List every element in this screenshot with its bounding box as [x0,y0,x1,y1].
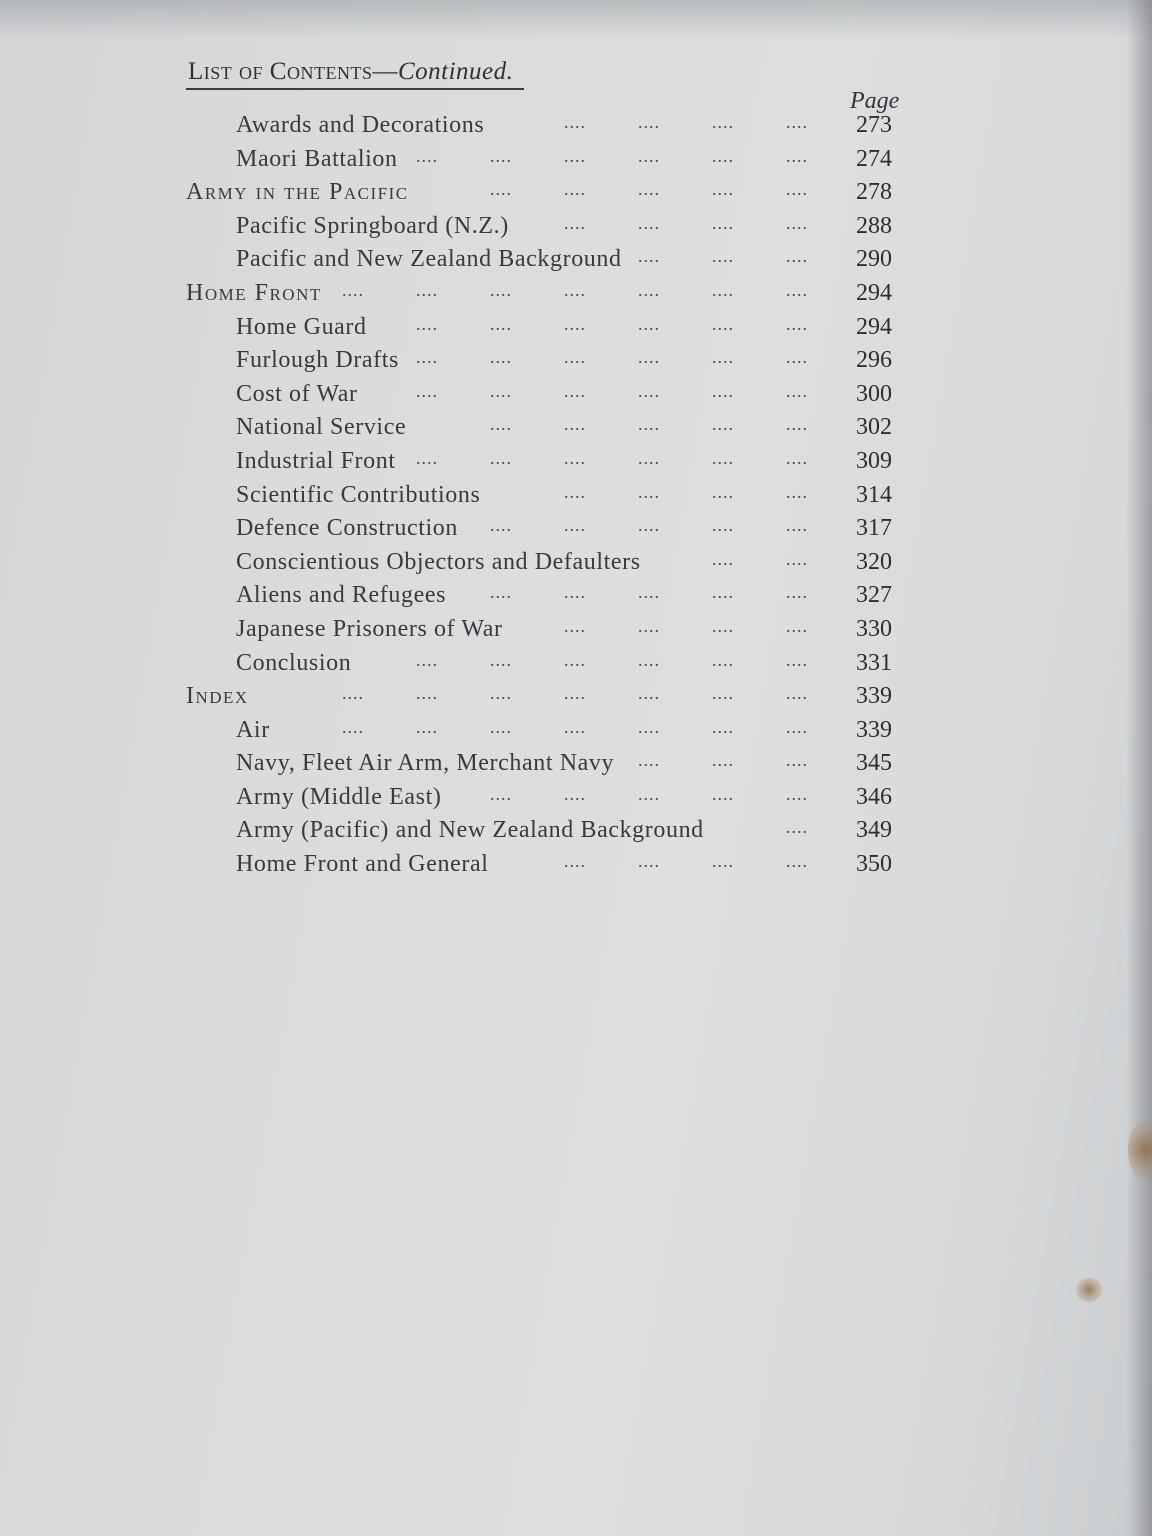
table-of-contents [0,112,1152,885]
leader-dots: .... [564,212,586,233]
leader-dots: .... [786,481,808,502]
toc-entry-title: Aliens and Refugees [236,582,447,609]
leader-dots: .... [564,279,586,300]
leader-dots: .... [638,447,660,468]
leader-dots: .... [490,279,512,300]
toc-entry [0,414,1152,448]
leader-dots: .... [786,817,808,838]
toc-entry [0,817,1152,851]
leader-dots: .... [786,145,808,166]
toc-entry [0,246,1152,280]
toc-entry [0,381,1152,415]
toc-entry [0,582,1152,616]
leader-dots: .... [416,279,438,300]
leader-dots: .... [712,851,734,872]
leader-dots: .... [786,414,808,435]
leader-dots: .... [786,716,808,737]
leader-dots: .... [638,750,660,771]
leader-dots: .... [564,313,586,334]
leader-dots: .... [638,179,660,200]
page-column-label: Page [850,88,900,114]
leader-dots: .... [786,683,808,704]
leader-dots: .... [786,246,808,267]
toc-entry-page-number: 320 [856,548,892,575]
leader-dots: .... [564,481,586,502]
leader-dots: .... [638,313,660,334]
leader-dots: .... [638,414,660,435]
toc-entry-title: Defence Construction [236,515,458,542]
toc-entry [0,280,1152,314]
toc-entry-page-number: 274 [856,145,892,172]
leader-dots: .... [416,347,438,368]
leader-dots: .... [786,447,808,468]
leader-dots: .... [712,347,734,368]
leader-dots: .... [638,380,660,401]
toc-entry [0,717,1152,751]
toc-entry-title: Army (Pacific) and New Zealand Background [236,817,704,844]
leader-dots: .... [638,212,660,233]
leader-dots: .... [490,313,512,334]
toc-entry [0,515,1152,549]
toc-entry [0,616,1152,650]
leader-dots: .... [638,615,660,636]
leader-dots: .... [712,649,734,670]
toc-entry-title: Conclusion [236,649,352,676]
toc-entry-title: Home Front [186,279,322,306]
toc-entry-title: Scientific Contributions [236,481,481,508]
toc-entry-title: National Service [236,414,407,441]
page-header [188,58,513,86]
toc-entry-page-number: 330 [856,615,892,642]
leader-dots: .... [564,347,586,368]
leader-dots: .... [712,783,734,804]
toc-entry [0,784,1152,818]
leader-dots: .... [712,212,734,233]
foxing-stain [1076,1278,1102,1302]
leader-dots: .... [342,279,364,300]
leader-dots: .... [564,447,586,468]
leader-dots: .... [564,582,586,603]
leader-dots: .... [786,783,808,804]
leader-dots: .... [786,313,808,334]
leader-dots: .... [564,783,586,804]
leader-dots: .... [786,212,808,233]
toc-entry [0,448,1152,482]
toc-entry-title: Japanese Prisoners of War [236,615,503,642]
toc-entry-page-number: 278 [856,179,892,206]
leader-dots: .... [786,851,808,872]
leader-dots: .... [490,582,512,603]
toc-entry [0,851,1152,885]
leader-dots: .... [416,380,438,401]
toc-entry [0,683,1152,717]
leader-dots: .... [416,447,438,468]
leader-dots: .... [490,145,512,166]
leader-dots: .... [638,649,660,670]
toc-entry-title: Awards and Decorations [236,112,485,138]
toc-entry [0,347,1152,381]
header-continued: Continued. [397,58,514,85]
leader-dots: .... [712,615,734,636]
leader-dots: .... [786,582,808,603]
toc-entry-page-number: 317 [856,515,892,542]
toc-entry-page-number: 331 [856,649,892,676]
leader-dots: .... [712,112,734,132]
leader-dots: .... [564,683,586,704]
leader-dots: .... [342,716,364,737]
leader-dots: .... [490,179,512,200]
leader-dots: .... [786,548,808,569]
toc-entry-title: Army in the Pacific [186,179,409,206]
toc-entry-title: Maori Battalion [236,145,398,172]
toc-entry-title: Navy, Fleet Air Arm, Merchant Navy [236,750,615,777]
leader-dots: .... [786,750,808,771]
leader-dots: .... [712,683,734,704]
leader-dots: .... [786,347,808,368]
toc-entry-title: Furlough Drafts [236,347,399,374]
leader-dots: .... [416,313,438,334]
leader-dots: .... [712,246,734,267]
leader-dots: .... [712,515,734,536]
leader-dots: .... [638,112,660,132]
leader-dots: .... [416,649,438,670]
toc-entry [0,549,1152,583]
leader-dots: .... [564,414,586,435]
leader-dots: .... [342,683,364,704]
header-underline [186,88,524,90]
toc-entry-title: Industrial Front [236,447,396,474]
leader-dots: .... [564,380,586,401]
toc-entry-title: Pacific Springboard (N.Z.) [236,212,509,239]
leader-dots: .... [490,447,512,468]
header-title: List of Contents [188,58,373,85]
toc-entry-page-number: 309 [856,447,892,474]
leader-dots: .... [638,515,660,536]
leader-dots: .... [564,179,586,200]
header-dash: — [372,58,398,85]
toc-entry-title: Conscientious Objectors and Defaulters [236,548,641,575]
leader-dots: .... [564,851,586,872]
toc-entry-title: Cost of War [236,380,358,407]
toc-entry [0,213,1152,247]
leader-dots: .... [490,783,512,804]
toc-entry [0,650,1152,684]
leader-dots: .... [564,716,586,737]
leader-dots: .... [786,649,808,670]
toc-entry [0,146,1152,180]
leader-dots: .... [786,279,808,300]
leader-dots: .... [638,716,660,737]
leader-dots: .... [638,347,660,368]
leader-dots: .... [416,145,438,166]
toc-entry-page-number: 273 [856,112,892,138]
leader-dots: .... [638,145,660,166]
toc-entry [0,112,1152,146]
toc-entry-title: Pacific and New Zealand Background [236,246,622,273]
leader-dots: .... [712,582,734,603]
leader-dots: .... [712,447,734,468]
toc-entry-title: Home Guard [236,313,367,340]
toc-entry-title: Home Front and General [236,851,489,878]
leader-dots: .... [564,112,586,132]
toc-entry [0,750,1152,784]
leader-dots: .... [786,112,808,132]
leader-dots: .... [638,851,660,872]
leader-dots: .... [638,582,660,603]
leader-dots: .... [490,716,512,737]
leader-dots: .... [786,515,808,536]
toc-entry-page-number: 294 [856,279,892,306]
leader-dots: .... [564,615,586,636]
toc-entry-page-number: 302 [856,414,892,441]
toc-entry-page-number: 339 [856,716,892,743]
leader-dots: .... [490,347,512,368]
leader-dots: .... [786,179,808,200]
leader-dots: .... [564,515,586,536]
leader-dots: .... [490,380,512,401]
toc-entry-page-number: 294 [856,313,892,340]
leader-dots: .... [712,145,734,166]
toc-entry-page-number: 300 [856,380,892,407]
leader-dots: .... [638,783,660,804]
leader-dots: .... [490,683,512,704]
leader-dots: .... [712,548,734,569]
toc-entry-page-number: 290 [856,246,892,273]
toc-entry [0,482,1152,516]
toc-entry-page-number: 346 [856,783,892,810]
toc-entry-page-number: 345 [856,750,892,777]
leader-dots: .... [712,313,734,334]
leader-dots: .... [490,649,512,670]
leader-dots: .... [416,683,438,704]
leader-dots: .... [490,414,512,435]
leader-dots: .... [564,649,586,670]
leader-dots: .... [416,716,438,737]
toc-entry-page-number: 349 [856,817,892,844]
leader-dots: .... [712,750,734,771]
leader-dots: .... [712,414,734,435]
toc-entry-title: Index [186,683,249,710]
toc-entry-title: Air [236,716,270,743]
leader-dots: .... [712,716,734,737]
leader-dots: .... [638,481,660,502]
toc-entry-page-number: 339 [856,683,892,710]
leader-dots: .... [786,380,808,401]
leader-dots: .... [564,145,586,166]
toc-entry [0,179,1152,213]
toc-entry-page-number: 288 [856,212,892,239]
leader-dots: .... [638,683,660,704]
toc-entry-title: Army (Middle East) [236,783,442,810]
leader-dots: .... [712,179,734,200]
leader-dots: .... [786,615,808,636]
leader-dots: .... [638,279,660,300]
toc-entry-page-number: 350 [856,851,892,878]
leader-dots: .... [712,481,734,502]
page-top-shadow [0,0,1152,40]
toc-entry-page-number: 327 [856,582,892,609]
toc-entry [0,314,1152,348]
leader-dots: .... [712,380,734,401]
toc-entry-page-number: 296 [856,347,892,374]
leader-dots: .... [638,246,660,267]
toc-entry-page-number: 314 [856,481,892,508]
leader-dots: .... [490,515,512,536]
leader-dots: .... [712,279,734,300]
